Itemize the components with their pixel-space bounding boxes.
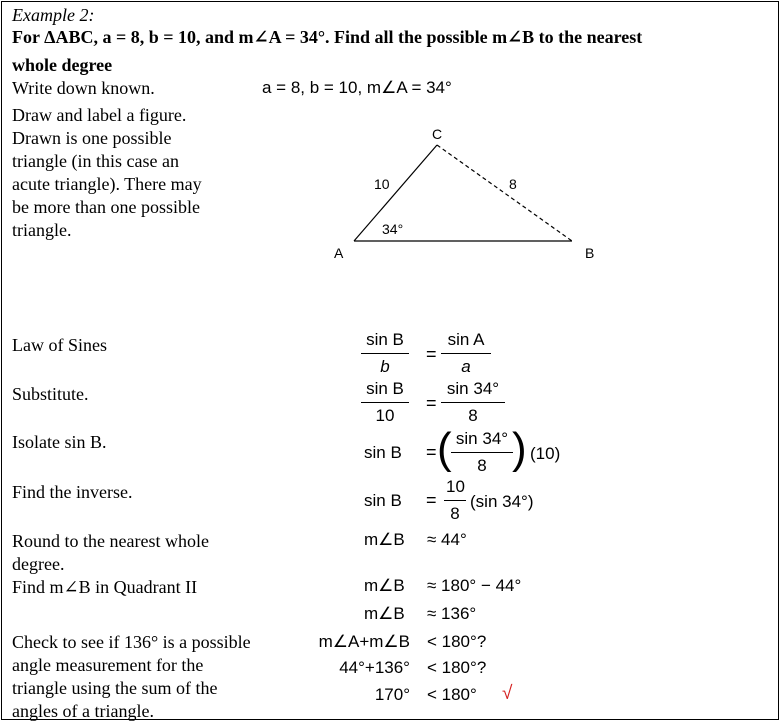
- known-values: a = 8, b = 10, m∠A = 34°: [262, 78, 452, 97]
- sub-left-fraction: [361, 379, 409, 426]
- law-left-denominator: b: [380, 357, 390, 376]
- step-quadrant-label: Find m∠B in Quadrant II: [12, 577, 198, 597]
- check1-lhs: m∠A+m∠B: [318, 632, 410, 651]
- isolate-lhs: sin B: [364, 443, 402, 462]
- law-equals-sign: =: [426, 344, 437, 364]
- side-a-line: [437, 145, 572, 241]
- inverse-lhs: sin B: [364, 491, 402, 510]
- step-law-label: Law of Sines: [12, 335, 107, 355]
- step-substitute-label: Substitute.: [12, 384, 89, 404]
- sub-right-numerator: sin 34°: [441, 379, 505, 403]
- quadrant-result-lhs: m∠B: [364, 604, 405, 623]
- law-right-denominator: a: [461, 357, 471, 376]
- problem-statement-line2: whole degree: [12, 55, 113, 75]
- side-a-label: 8: [509, 176, 517, 192]
- figure-text-line: be more than one possible: [12, 197, 200, 217]
- example-label: Example 2:: [12, 5, 95, 25]
- check3-rhs: < 180°: [427, 685, 477, 704]
- vertex-c-label: C: [432, 126, 443, 142]
- law-right-fraction: [441, 330, 491, 377]
- step-known-label: Write down known.: [12, 78, 155, 98]
- sub-left-numerator: sin B: [361, 379, 409, 403]
- sub-right-fraction: [441, 379, 505, 426]
- vertex-b-label: B: [585, 245, 595, 261]
- inverse-equals-sign: =: [426, 490, 437, 510]
- isolate-equals-sign: =: [426, 442, 437, 462]
- round-rhs: ≈ 44°: [427, 530, 467, 549]
- figure-text-line: triangle.: [12, 220, 72, 240]
- figure-text-line: Drawn is one possible: [12, 128, 172, 148]
- isolate-close-paren: ): [512, 424, 527, 473]
- check2-lhs: 44°+136°: [339, 658, 410, 677]
- checkmark-icon: √: [502, 683, 513, 704]
- law-right-numerator: sin A: [441, 330, 491, 354]
- round-lhs: m∠B: [364, 530, 405, 549]
- step-round-label: Round to the nearest whole: [12, 531, 209, 551]
- sub-left-denominator: 10: [375, 406, 395, 425]
- problem-statement-line1: For ΔABC, a = 8, b = 10, and m∠A = 34°. Find all the possible m∠B to the nearest: [12, 27, 643, 47]
- step-check-label: Check to see if 136° is a possible: [12, 632, 251, 652]
- law-left-fraction: [361, 330, 409, 377]
- step-round-label: degree.: [12, 554, 65, 574]
- step-isolate-label: Isolate sin B.: [12, 432, 107, 452]
- check1-rhs: < 180°?: [427, 632, 487, 651]
- inverse-denominator: 8: [450, 504, 460, 523]
- quadrant-lhs: m∠B: [364, 576, 405, 595]
- sub-equals-sign: =: [426, 393, 437, 413]
- figure-text-line: Draw and label a figure.: [12, 105, 187, 125]
- side-b-label: 10: [374, 176, 390, 192]
- sub-right-denominator: 8: [468, 406, 478, 425]
- step-inverse-label: Find the inverse.: [12, 482, 133, 502]
- figure-text-line: triangle (in this case an: [12, 151, 179, 171]
- step-check-label: triangle using the sum of the: [12, 678, 218, 698]
- step-check-label: angle measurement for the: [12, 655, 204, 675]
- step-check-label: angles of a triangle.: [12, 701, 154, 721]
- isolate-numerator: sin 34°: [451, 429, 513, 453]
- isolate-fraction: [451, 429, 513, 476]
- check2-rhs: < 180°?: [427, 658, 487, 677]
- figure-text-line: acute triangle). There may: [12, 174, 202, 194]
- isolate-denominator: 8: [477, 456, 487, 475]
- quadrant-result-rhs: ≈ 136°: [427, 604, 477, 623]
- isolate-factor: (10): [530, 444, 561, 463]
- inverse-fraction: [444, 477, 466, 524]
- isolate-open-paren: (: [437, 424, 452, 473]
- inverse-factor: (sin 34°): [470, 492, 534, 511]
- check3-lhs: 170°: [374, 685, 410, 704]
- inverse-numerator: 10: [444, 477, 466, 501]
- angle-a-label: 34°: [382, 221, 404, 237]
- quadrant-rhs: ≈ 180° − 44°: [427, 576, 522, 595]
- vertex-a-label: A: [334, 245, 344, 261]
- law-left-numerator: sin B: [361, 330, 409, 354]
- triangle-figure: [320, 122, 620, 267]
